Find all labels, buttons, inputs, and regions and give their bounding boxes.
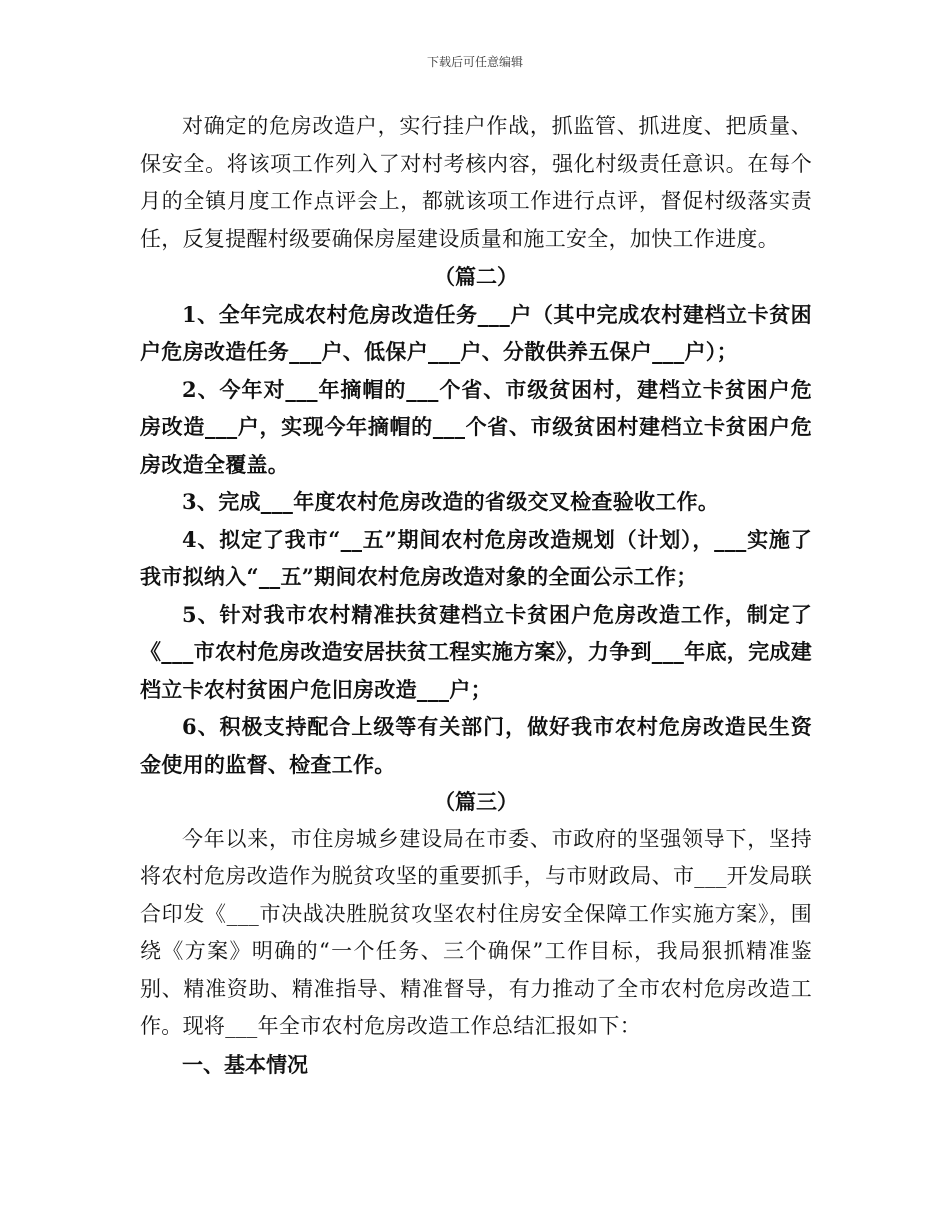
part2-item: 6、积极支持配合上级等有关部门，做好我市农村危房改造民生资金使用的监督、检查工作。 [140, 714, 812, 777]
part3-heading: （篇三） [434, 789, 518, 814]
page-header: 下载后可任意编辑 [426, 55, 523, 69]
part2-item: 2、今年对___年摘帽的___个省、市级贫困村，建档立卡贫困户危房改造___户，实现今年摘帽的___个省、市级贫困村建档立卡贫困户危房改造全覆盖。 [140, 376, 812, 477]
part2-item: 5、针对我市农村精准扶贫建档立卡贫困户危房改造工作，制定了《___市农村危房改造安居扶贫工程实施方案》，力争到___年底，完成建档立卡农村贫困户危旧房改造___户； [140, 601, 812, 702]
part2-item: 4、拟定了我市“__五”期间农村危房改造规划（计划），___实施了我市拟纳入“__五”期间农村危房改造对象的全面公示工作； [140, 526, 812, 589]
part2-item: 1、全年完成农村危房改造任务___户（其中完成农村建档立卡贫困户危房改造任务___户、低保户___户、分散供养五保户___户）； [140, 301, 812, 364]
section-title: 一、基本情况 [182, 1051, 308, 1077]
part2-heading: （篇二） [434, 264, 518, 289]
document-body [140, 108, 812, 1083]
part2-item: 3、完成___年度农村危房改造的省级交叉检查验收工作。 [182, 489, 720, 514]
intro-paragraph: 对确定的危房改造户，实行挂户作战，抓监管、抓进度、把质量、保安全。将该项工作列入了对村考核内容，强化村级责任意识。在每个月的全镇月度工作点评会上，都就该项工作进行点评，督促村级落实责任，反复提醒村级要确保房屋建设质量和施工安全，加快工作进度。 [140, 114, 812, 251]
part3-paragraph: 今年以来，市住房城乡建设局在市委、市政府的坚强领导下，坚持将农村危房改造作为脱贫攻坚的重要抓手，与市财政局、市___开发局联合印发《___市决战决胜脱贫攻坚农村住房安全保障工作实施方案》，围绕《方案》明确的“一个任务、三个确保”工作目标，我局狠抓精准鉴别、精准资助、精准指导、精准督导，有力推动了全市农村危房改造工作。现将___年全市农村危房改造工作总结汇报如下： [140, 826, 812, 1038]
